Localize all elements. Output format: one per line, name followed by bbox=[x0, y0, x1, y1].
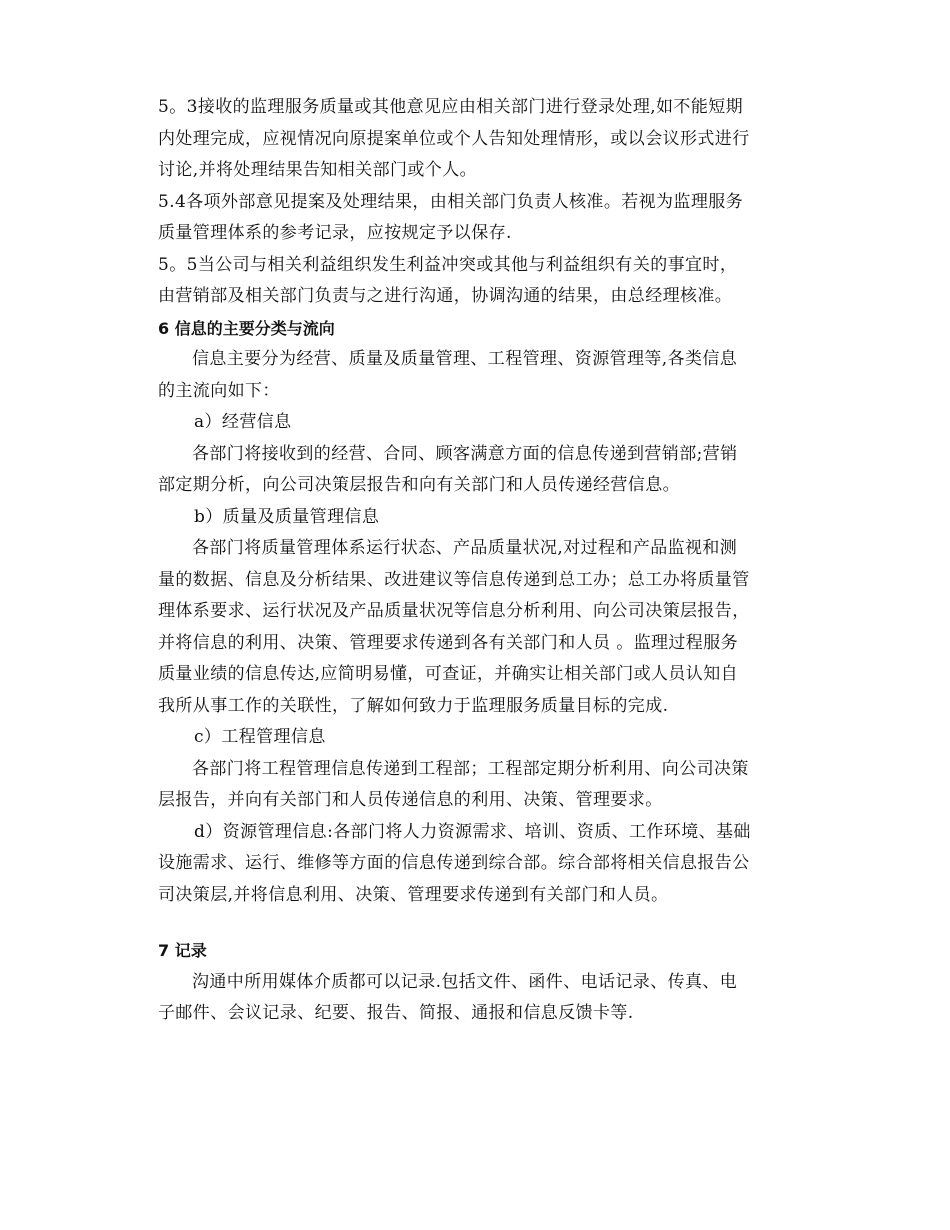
text-line: 质量管理体系的参考记录，应按规定予以保存. bbox=[158, 223, 512, 243]
subsection-d-body bbox=[158, 817, 798, 912]
text-line: 部定期分析，向公司决策层报告和向有关部门和人员传递经营信息。 bbox=[158, 475, 680, 495]
text-line: 的主流向如下： bbox=[158, 380, 280, 401]
text-line: 司决策层,并将信息利用、决策、管理要求传递到有关部门和人员。 bbox=[158, 884, 669, 905]
text-line: 质量业绩的信息传达,应简明易懂，可查证，并确实让相关部门或人员认知自 bbox=[158, 664, 739, 684]
section-7-body bbox=[158, 967, 798, 1030]
text-line: 各部门将质量管理体系运行状态、产品质量状况,对过程和产品监视和测 bbox=[192, 538, 738, 558]
text-line: 信息主要分为经营、质量及质量管理、工程管理、资源管理等,各类信息 bbox=[192, 349, 738, 369]
text-line: 我所从事工作的关联性，了解如何致力于监理服务质量目标的完成. bbox=[158, 695, 669, 716]
paragraph-5-3 bbox=[158, 92, 798, 187]
text-line: 5.4各项外部意见提案及处理结果，由相关部门负责人核准。若视为监理服务 bbox=[158, 191, 744, 212]
text-line: d）资源管理信息:各部门将人力资源需求、培训、资质、工作环境、基础 bbox=[194, 821, 751, 842]
paragraph-5-4 bbox=[158, 187, 798, 250]
document-page bbox=[158, 92, 798, 1030]
text-line: 各部门将工程管理信息传递到工程部；工程部定期分析利用、向公司决策 bbox=[192, 758, 749, 779]
section-6-intro bbox=[158, 344, 798, 407]
paragraph-5-5 bbox=[158, 250, 798, 313]
subsection-c-title: c）工程管理信息 bbox=[194, 727, 326, 747]
text-line: 5。5当公司与相关利益组织发生利益冲突或其他与利益组织有关的事宜时， bbox=[158, 254, 738, 275]
text-line: 5。3接收的监理服务质量或其他意见应由相关部门进行登录处理,如不能短期 bbox=[158, 97, 744, 117]
text-line: 子邮件、会议记录、纪要、报告、简报、通报和信息反馈卡等. bbox=[158, 1003, 634, 1023]
subsection-c-body bbox=[158, 754, 798, 817]
subsection-a-title: a）经营信息 bbox=[194, 412, 292, 432]
text-line: 层报告，并向有关部门和人员传递信息的利用、决策、管理要求。 bbox=[158, 790, 663, 810]
text-line: 讨论,并将处理结果告知相关部门或个人。 bbox=[158, 160, 478, 180]
section-6-heading: 6 信息的主要分类与流向 bbox=[158, 318, 335, 338]
text-line: 沟通中所用媒体介质都可以记录.包括文件、函件、电话记录、传真、电 bbox=[192, 971, 738, 992]
text-line: 量的数据、信息及分析结果、改进建议等信息传递到总工办；总工办将质量管 bbox=[158, 569, 750, 590]
text-line: 由营销部及相关部门负责与之进行沟通，协调沟通的结果，由总经理核准。 bbox=[158, 286, 733, 306]
section-7-heading: 7 记录 bbox=[158, 941, 207, 960]
text-line: 并将信息的利用、决策、管理要求传递到各有关部门和人员 。监理过程服务 bbox=[158, 632, 739, 653]
subsection-b-body bbox=[158, 533, 798, 722]
text-line: 各部门将接收到的经营、合同、顾客满意方面的信息传递到营销部;营销 bbox=[192, 443, 738, 464]
text-line: 设施需求、运行、维修等方面的信息传递到综合部。综合部将相关信息报告公 bbox=[158, 853, 750, 873]
subsection-b-title: b）质量及质量管理信息 bbox=[194, 506, 380, 527]
text-line: 内处理完成，应视情况向原提案单位或个人告知处理情形，或以会议形式进行 bbox=[158, 128, 750, 149]
text-line: 理体系要求、运行状况及产品质量状况等信息分析利用、向公司决策层报告， bbox=[158, 601, 750, 621]
subsection-a-body bbox=[158, 439, 798, 502]
section-spacer bbox=[158, 911, 798, 935]
